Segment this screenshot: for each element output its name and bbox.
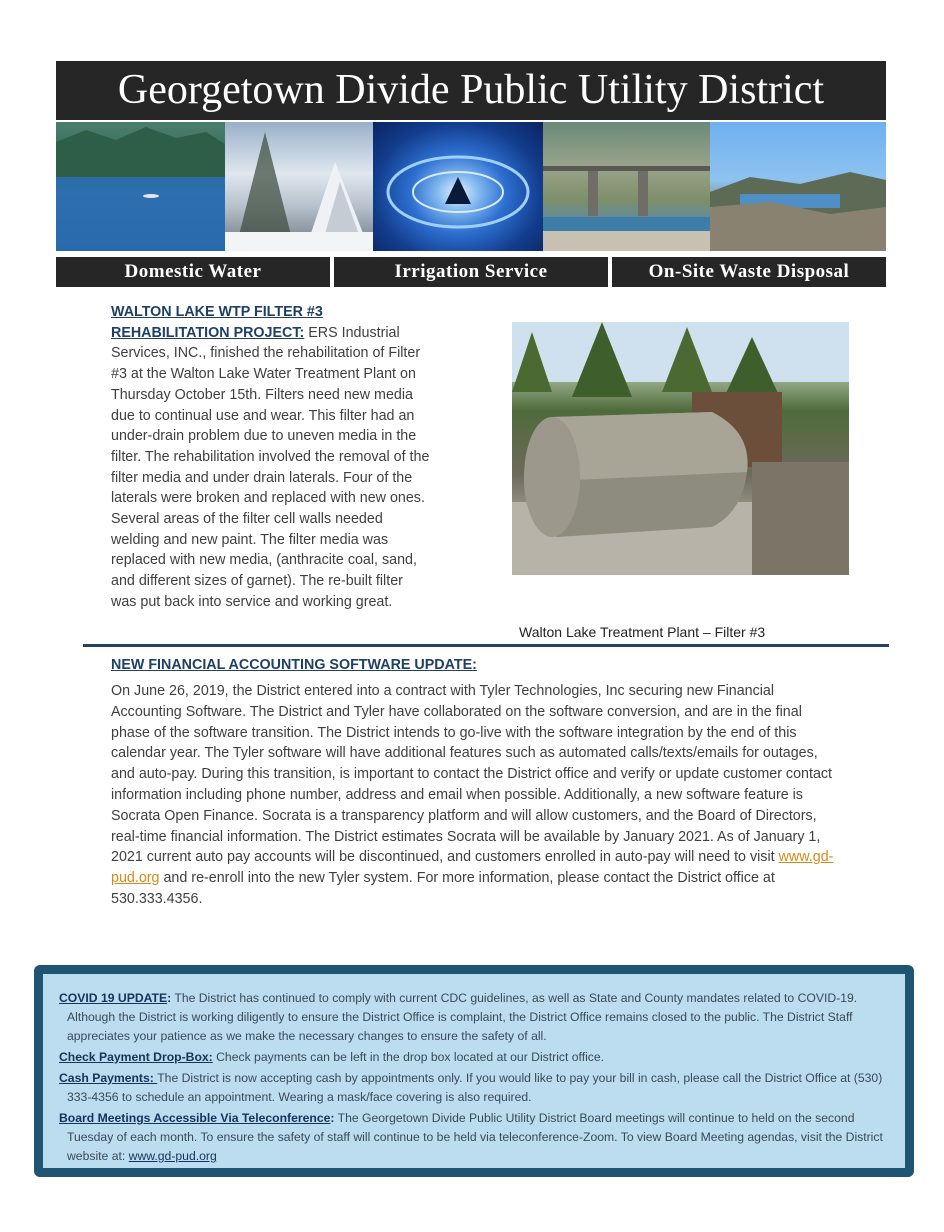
drop-box-text: Check payments can be left in the drop box located at our District office. [212, 1050, 605, 1064]
board-meetings-label: Board Meetings Accessible Via Teleconference [59, 1111, 331, 1125]
software-update-body-part2: and re-enroll into the new Tyler system. For more information, please contact the District office at 530.333.4356. [111, 870, 775, 907]
cash-payments-label: Cash Payments: [59, 1071, 158, 1085]
service-irrigation: Irrigation Service [334, 257, 608, 287]
software-update-article [111, 681, 835, 910]
filter-rehab-body: ERS Industrial Services, INC., finished the rehabilitation of Filter #3 at the Walton Lake Water Treatment Plant on Thursday October 15th. Filters need new media due to continual use and wear. This filter had an under-drain problem due to uneven media in the filter. The rehabilitation involved the removal of the filter media and under drain laterals. Four of the laterals were broken and replaced with new ones. Several areas of the filter cell walls needed welding and new paint. The filter media was replaced with new media, (anthracite coal, sand, and different sizes of garnet). The re-built filter was put back into service and working great. [111, 324, 430, 610]
photo-caption: Walton Lake Treatment Plant – Filter #3 [519, 624, 766, 640]
drop-box-paragraph [59, 1048, 889, 1067]
service-domestic-water: Domestic Water [56, 257, 330, 287]
filter-rehab-heading-line2: REHABILITATION PROJECT: [111, 324, 305, 341]
bridge-river-photo [543, 122, 710, 251]
board-meetings-text: The Georgetown Divide Public Utility District Board meetings will continue to held on the second Tuesday of each month. To ensure the safety of staff will continue to be held via teleconference-Zoom. To view Board Meeting agendas, visit the District website at: [67, 1111, 883, 1163]
service-waste-disposal: On-Site Waste Disposal [612, 257, 886, 287]
header-photo-strip [56, 122, 886, 251]
covid-update-colon: : [167, 991, 172, 1005]
newsletter-title: Georgetown Divide Public Utility District [56, 61, 886, 120]
board-meetings-paragraph [59, 1109, 889, 1166]
lake-photo [56, 122, 225, 251]
covid-update-paragraph [59, 989, 889, 1046]
drop-box-label: Check Payment Drop-Box: [59, 1050, 213, 1064]
filter-rehab-article [111, 302, 431, 613]
cash-payments-text: The District is now accepting cash by appointments only. If you would like to pay your bill in cash, please call the District Office at (530) 333-4356 to schedule an appointment. Wearing a mask/face covering is also required. [67, 1071, 883, 1104]
water-drop-photo [373, 122, 543, 251]
reservoir-photo [710, 122, 886, 251]
covid-update-content [43, 974, 905, 1168]
covid-update-text: The District has continued to comply with current CDC guidelines, as well as State and County mandates related to COVID-19. Although the District is working diligently to ensure the District Office is complaint, the District Office remains closed to the public. The District Staff appreciates your patience as we make the necessary changes to ensure the safety of all. [67, 991, 858, 1043]
snowy-trees-photo [225, 122, 373, 251]
covid-update-box [34, 965, 914, 1177]
covid-update-label: COVID 19 UPDATE [59, 991, 168, 1005]
section-divider [83, 644, 889, 647]
filter-tank-photo [512, 322, 849, 575]
software-update-heading: NEW FINANCIAL ACCOUNTING SOFTWARE UPDATE: [111, 657, 477, 673]
board-agenda-website-link[interactable]: www.gd-pud.org [128, 1149, 217, 1163]
board-meetings-colon: : [330, 1111, 335, 1125]
cash-payments-paragraph [59, 1069, 889, 1107]
filter-rehab-heading-line1: WALTON LAKE WTP FILTER #3 [111, 304, 323, 320]
software-update-body-part1: On June 26, 2019, the District entered into a contract with Tyler Technologies, Inc securing new Financial Accounting Software. The District and Tyler have collaborated on the software conversion, and are in the final phase of the software transition. The District intends to go-live with the software integration by the end of this calendar year. The Tyler software will have additional features such as automated calls/texts/emails for outages, and auto-pay. During this transition, is important to contact the District office and verify or update customer contact information including phone number, address and email when possible. Additionally, a new software feature is Socrata Open Finance. Socrata is a transparency platform and will allow customers, and the Board of Directors, real-time financial information. The District estimates Socrata will be available by January 2021. As of January 1, 2021 current auto pay accounts will be discontinued, and customers enrolled in auto-pay will need to visit [111, 683, 833, 866]
gd-pud-website-link[interactable]: www.gd-pud.org [111, 849, 834, 887]
services-bar [56, 257, 886, 287]
